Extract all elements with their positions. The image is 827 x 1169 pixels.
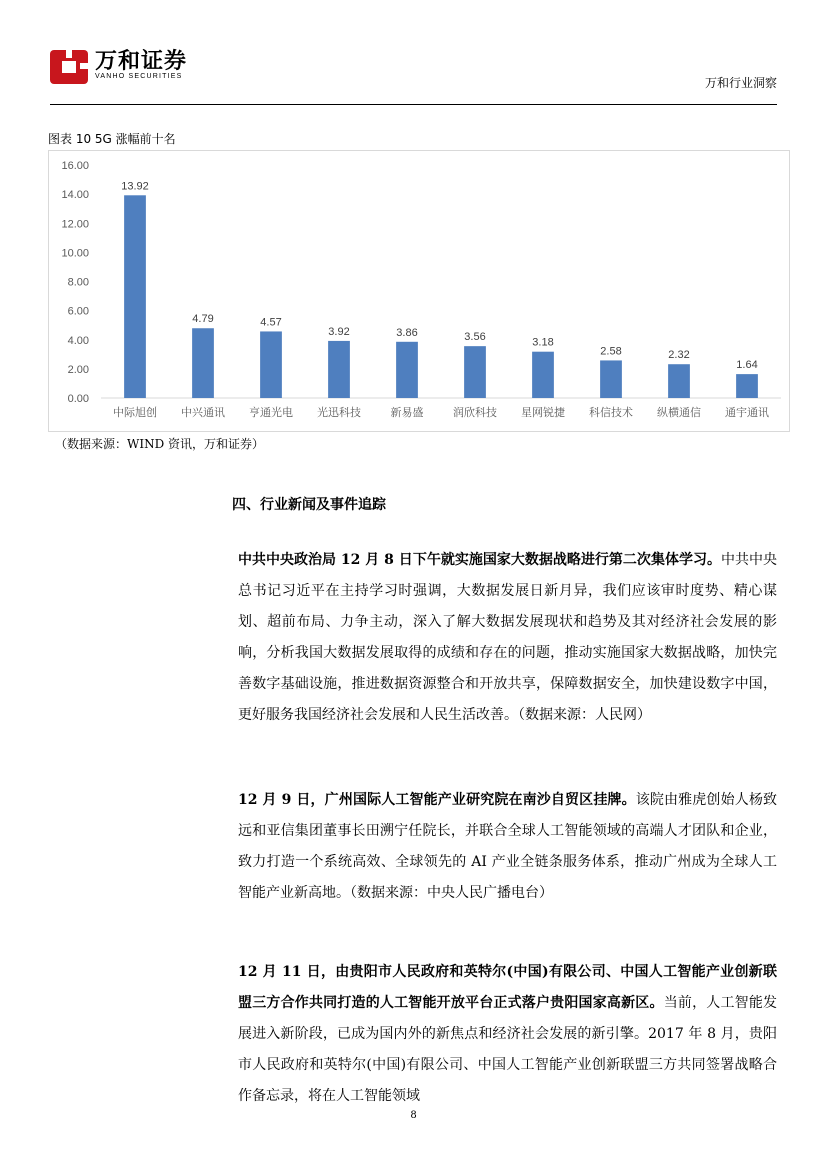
bar-chart <box>49 151 791 433</box>
data-label: 3.86 <box>396 326 418 339</box>
news-body: 该院由雅虎创始人杨致远和亚信集团董事长田溯宁任院长，并联合全球人工智能领域的高端人才团队和企业，致力打造一个系统高效、全球领先的 AI 产业全链条服务体系，推动广州成为全球人工智能产业新高地。（数据来源：中央人民广播电台） <box>238 792 777 901</box>
data-label: 3.56 <box>464 331 486 344</box>
y-tick-label: 12.00 <box>61 218 89 231</box>
x-tick-label: 亨通光电 <box>249 406 293 419</box>
bar <box>736 374 758 398</box>
x-tick-label: 润欣科技 <box>453 406 497 419</box>
data-label: 4.79 <box>192 313 214 326</box>
y-tick-label: 0.00 <box>67 393 89 405</box>
data-label: 4.57 <box>260 316 282 329</box>
figure-source: （数据来源：WIND 资讯，万和证券） <box>55 437 265 451</box>
data-label: 1.64 <box>736 359 758 372</box>
news-item <box>238 785 777 909</box>
x-tick-label: 通宇通讯 <box>725 406 769 419</box>
bar <box>124 195 146 398</box>
data-label: 2.58 <box>600 345 622 358</box>
y-tick-label: 2.00 <box>67 363 89 376</box>
data-label: 3.18 <box>532 336 554 349</box>
logo-notch-right <box>80 63 90 69</box>
y-tick-label: 16.00 <box>61 160 89 172</box>
news-lead: 12 月 11 日，由贵阳市人民政府和英特尔(中国)有限公司、中国人工智能产业创新联盟三方合作共同打造的人工智能开放平台正式落户贵阳国家高新区。 <box>238 964 777 1011</box>
bar <box>396 342 418 398</box>
figure-title: 图表 10 5G 涨幅前十名 <box>48 132 176 146</box>
page-number: 8 <box>410 1110 417 1121</box>
news-item <box>238 545 777 731</box>
news-lead: 中共中央政治局 12 月 8 日下午就实施国家大数据战略进行第二次集体学习。 <box>238 552 721 568</box>
bar <box>192 328 214 398</box>
data-label: 2.32 <box>668 349 690 362</box>
section-heading: 四、行业新闻及事件追踪 <box>232 497 386 513</box>
bar-chart-frame <box>48 150 790 432</box>
x-tick-label: 纵横通信 <box>657 406 701 419</box>
bar <box>328 341 350 398</box>
header-divider <box>50 104 777 105</box>
y-tick-label: 4.00 <box>67 334 89 347</box>
news-item <box>238 957 777 1112</box>
bar <box>260 331 282 398</box>
x-tick-label: 新易盛 <box>390 406 424 419</box>
brand-name-cn: 万和证券 <box>95 49 188 74</box>
x-tick-label: 星网锐捷 <box>521 406 565 419</box>
data-label: 13.92 <box>121 180 149 193</box>
logo-square-inner <box>62 61 76 73</box>
report-series-title: 万和行业洞察 <box>704 76 777 90</box>
x-tick-label: 光迅科技 <box>317 406 361 419</box>
x-tick-label: 中兴通讯 <box>181 406 225 419</box>
data-label: 3.92 <box>328 325 350 338</box>
y-tick-label: 6.00 <box>67 305 89 318</box>
brand-name-en: VANHO SECURITIES <box>95 73 183 80</box>
y-tick-label: 10.00 <box>61 247 89 260</box>
bar <box>600 360 622 398</box>
logo-notch-top <box>66 48 72 58</box>
bar <box>532 352 554 398</box>
bar <box>668 364 690 398</box>
y-tick-label: 8.00 <box>67 276 89 289</box>
x-tick-label: 中际旭创 <box>113 406 157 419</box>
news-body: 中共中央总书记习近平在主持学习时强调，大数据发展日新月异，我们应该审时度势、精心谋划、超前布局、力争主动，深入了解大数据发展现状和趋势及其对经济社会发展的影响，分析我国大数据发展取得的成绩和存在的问题，推动实施国家大数据战略，加快完善数字基础设施，推进数据资源整合和开放共享，保障数据安全，加快建设数字中国，更好服务我国经济社会发展和人民生活改善。（数据来源：人民网） <box>238 552 778 723</box>
news-lead: 12 月 9 日，广州国际人工智能产业研究院在南沙自贸区挂牌。 <box>238 792 636 808</box>
y-tick-label: 14.00 <box>61 189 89 202</box>
news-body: 当前，人工智能发展进入新阶段，已成为国内外的新焦点和经济社会发展的新引擎。2017 年 8 月，贵阳市人民政府和英特尔(中国)有限公司、中国人工智能产业创新联盟三方共同签署战略合作备忘录，将在人工智能领域 <box>238 995 778 1104</box>
x-tick-label: 科信技术 <box>589 406 633 419</box>
bar <box>464 346 486 398</box>
